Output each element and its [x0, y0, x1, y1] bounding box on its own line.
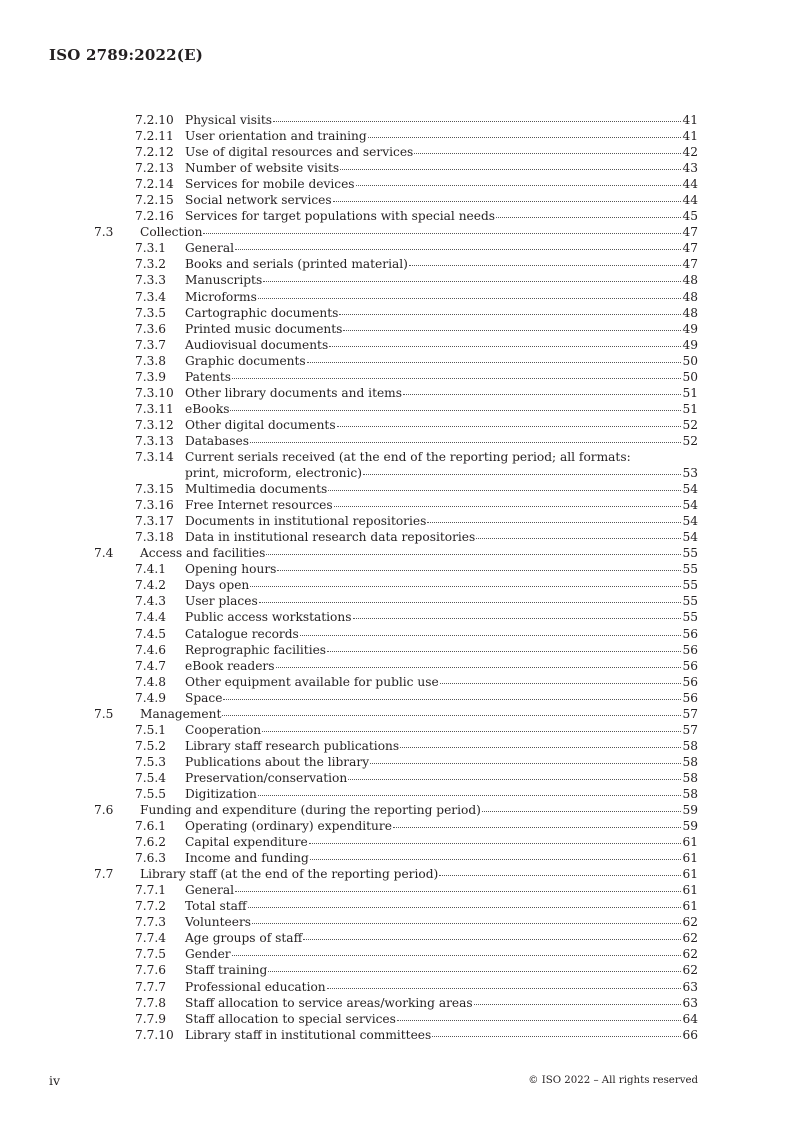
dot-leader [310, 859, 682, 860]
dot-leader [353, 618, 682, 619]
toc-entry[interactable] [0, 626, 793, 642]
toc-entry[interactable] [0, 609, 793, 625]
dot-leader [327, 651, 681, 652]
dot-leader [409, 265, 682, 266]
toc-entry[interactable] [0, 593, 793, 609]
toc-entry-number: 7.2.11 [135, 129, 174, 144]
toc-entry-number: 7.5 [94, 706, 114, 721]
toc-entry[interactable] [0, 995, 793, 1011]
toc-entry-title: Publications about the library [185, 754, 370, 769]
toc-entry-title: Other library documents and items [185, 385, 402, 400]
toc-entry-title: Books and serials (printed material) [185, 257, 408, 272]
toc-entry-page: 44 [682, 193, 698, 208]
toc-entry[interactable] [0, 738, 793, 754]
dot-leader [250, 442, 681, 443]
toc-entry-page: 44 [682, 177, 698, 192]
dot-leader [333, 201, 682, 202]
toc-entry-title: Operating (ordinary) expenditure [185, 819, 392, 834]
toc-entry-page: 64 [682, 1011, 698, 1026]
dot-leader [393, 827, 682, 828]
toc-entry-number: 7.4.2 [135, 578, 167, 593]
dot-leader [334, 506, 682, 507]
toc-entry-number: 7.7.9 [135, 1011, 167, 1026]
toc-entry-page: 55 [682, 594, 698, 609]
toc-entry-page: 57 [682, 706, 698, 721]
toc-entry-title: Patents [185, 369, 232, 384]
toc-entry[interactable] [0, 433, 793, 449]
toc-entry-number: 7.7.7 [135, 979, 167, 994]
toc-entry-page: 55 [682, 578, 698, 593]
toc-entry[interactable] [0, 112, 793, 128]
dot-leader [232, 955, 682, 956]
toc-entry-title: Staff allocation to special services [185, 1011, 396, 1026]
toc-entry[interactable] [0, 802, 793, 818]
dot-leader [277, 570, 681, 571]
toc-entry-number: 7.3.9 [135, 369, 167, 384]
toc-entry-title: Cartographic documents [185, 305, 339, 320]
dot-leader [339, 314, 681, 315]
dot-leader [268, 971, 681, 972]
dot-leader [439, 875, 681, 876]
toc-entry-number: 7.7.4 [135, 931, 167, 946]
toc-entry-number: 7.4.8 [135, 674, 167, 689]
toc-entry-number: 7.3.16 [135, 498, 174, 513]
toc-entry[interactable] [0, 192, 793, 208]
toc-entry[interactable] [0, 337, 793, 353]
toc-entry-number: 7.5.1 [135, 722, 167, 737]
toc-entry-number: 7.3.5 [135, 305, 167, 320]
toc-entry-page: 42 [682, 145, 698, 160]
toc-entry[interactable] [0, 850, 793, 866]
dot-leader [343, 330, 681, 331]
toc-entry-page: 48 [682, 305, 698, 320]
toc-entry-title: Funding and expenditure (during the reporting period) [140, 803, 481, 818]
dot-leader [327, 988, 682, 989]
dot-leader [363, 474, 682, 475]
toc-entry-title: Library staff research publications [185, 738, 400, 753]
toc-entry-number: 7.4 [94, 546, 114, 561]
toc-entry-number: 7.2.10 [135, 113, 174, 127]
dot-leader [440, 683, 682, 684]
toc-entry-title: Other equipment available for public use [185, 674, 439, 689]
dot-leader [250, 586, 681, 587]
dot-leader [258, 795, 682, 796]
toc-entry-number: 7.3.10 [135, 385, 174, 400]
toc-entry[interactable] [0, 786, 793, 802]
toc-entry-number: 7.7.8 [135, 995, 167, 1010]
toc-entry[interactable] [0, 706, 793, 722]
toc-entry-number: 7.4.9 [135, 690, 167, 705]
toc-entry-number: 7.2.14 [135, 177, 174, 192]
toc-entry-number: 7.3.6 [135, 321, 167, 336]
toc-entry-title: Multimedia documents [185, 482, 328, 497]
toc-entry-title: Income and funding [185, 851, 309, 866]
toc-entry-number: 7.7.2 [135, 899, 167, 914]
toc-entry-page: 41 [682, 113, 698, 127]
toc-entry-page: 58 [682, 770, 698, 785]
dot-leader [474, 1004, 682, 1005]
toc-entry-number: 7.7.1 [135, 883, 167, 898]
toc-entry[interactable] [0, 272, 793, 288]
toc-entry-title: Services for target populations with special needs [185, 209, 496, 224]
toc-entry[interactable] [0, 962, 793, 978]
dot-leader [235, 249, 681, 250]
toc-entry-page: 47 [682, 225, 698, 240]
toc-entry-title: General [185, 883, 234, 898]
dot-leader [262, 731, 681, 732]
toc-entry-number: 7.7 [94, 867, 114, 882]
toc-entry-title-continuation: print, microform, electronic) [185, 466, 362, 481]
dot-leader [259, 602, 682, 603]
toc-entry-page: 61 [682, 883, 698, 898]
toc-entry-title: Volunteers [185, 915, 252, 930]
toc-entry-title: Age groups of staff [185, 931, 303, 946]
dot-leader [252, 923, 681, 924]
toc-entry-title: Days open [185, 578, 250, 593]
toc-entry-page: 50 [682, 369, 698, 384]
toc-entry-title: Printed music documents [185, 321, 343, 336]
toc-entry-number: 7.3.14 [135, 449, 174, 464]
toc-entry-number: 7.3.17 [135, 514, 174, 529]
toc-entry-page: 56 [682, 658, 698, 673]
dot-leader [329, 346, 681, 347]
toc-entry-page: 62 [682, 931, 698, 946]
dot-leader [397, 1020, 682, 1021]
dot-leader [348, 779, 681, 780]
toc-entry[interactable] [0, 224, 793, 240]
toc-entry[interactable] [0, 818, 793, 834]
toc-entry[interactable] [0, 674, 793, 690]
dot-leader [414, 153, 681, 154]
toc-entry-number: 7.5.3 [135, 754, 167, 769]
dot-leader [337, 426, 682, 427]
dot-leader [400, 747, 681, 748]
toc-entry-page: 61 [682, 899, 698, 914]
toc-entry-page: 55 [682, 546, 698, 561]
toc-entry[interactable] [0, 545, 793, 561]
toc-entry-page: 49 [682, 337, 698, 352]
toc-entry-title: Total staff [185, 899, 247, 914]
toc-entry[interactable] [0, 770, 793, 786]
toc-entry[interactable] [0, 690, 793, 706]
dot-leader [476, 538, 681, 539]
toc-entry-number: 7.2.15 [135, 193, 174, 208]
table-of-contents [0, 112, 793, 1043]
dot-leader [356, 185, 682, 186]
dot-leader [300, 635, 682, 636]
toc-entry-page: 61 [682, 867, 698, 882]
toc-entry-number: 7.3.15 [135, 482, 174, 497]
toc-entry-page: 61 [682, 851, 698, 866]
toc-entry-number: 7.6.1 [135, 819, 167, 834]
toc-entry-page: 62 [682, 915, 698, 930]
toc-entry[interactable] [0, 866, 793, 882]
dot-leader [222, 715, 681, 716]
footer-copyright: © ISO 2022 – All rights reserved [528, 1075, 698, 1086]
toc-entry-page: 58 [682, 738, 698, 753]
toc-entry[interactable] [0, 417, 793, 433]
toc-entry[interactable] [0, 914, 793, 930]
toc-entry-title: Library staff (at the end of the reporting period) [140, 867, 439, 882]
toc-entry-title: Collection [140, 225, 203, 240]
toc-entry-page: 47 [682, 257, 698, 272]
toc-entry-number: 7.2.12 [135, 145, 174, 160]
toc-entry-number: 7.5.4 [135, 770, 167, 785]
dot-leader [235, 891, 681, 892]
toc-entry-number: 7.4.1 [135, 562, 167, 577]
toc-entry-number: 7.3.8 [135, 353, 167, 368]
toc-entry-number: 7.7.6 [135, 963, 167, 978]
dot-leader [273, 121, 681, 122]
toc-entry[interactable] [0, 160, 793, 176]
dot-leader [496, 217, 681, 218]
toc-entry-number: 7.5.5 [135, 786, 167, 801]
toc-entry-page: 58 [682, 786, 698, 801]
toc-entry-title: Professional education [185, 979, 326, 994]
toc-entry-number: 7.6 [94, 803, 114, 818]
toc-entry[interactable] [0, 882, 793, 898]
toc-entry-number: 7.4.3 [135, 594, 167, 609]
dot-leader [203, 233, 681, 234]
toc-entry-title: Audiovisual documents [185, 337, 329, 352]
toc-entry[interactable] [0, 930, 793, 946]
toc-entry-title: eBooks [185, 401, 230, 416]
toc-entry-page: 41 [682, 129, 698, 144]
toc-entry-title: User places [185, 594, 258, 609]
toc-entry[interactable] [0, 979, 793, 995]
toc-entry-number: 7.6.2 [135, 835, 167, 850]
toc-entry-number: 7.3.4 [135, 289, 167, 304]
toc-entry-page: 63 [682, 979, 698, 994]
toc-entry[interactable] [0, 658, 793, 674]
toc-entry[interactable] [0, 946, 793, 962]
toc-entry-page: 58 [682, 754, 698, 769]
toc-entry-title: Number of website visits [185, 161, 340, 176]
dot-leader [307, 362, 682, 363]
toc-entry-title: Gender [185, 947, 231, 962]
toc-entry[interactable] [0, 144, 793, 160]
dot-leader [403, 394, 681, 395]
toc-entry[interactable] [0, 642, 793, 658]
dot-leader [309, 843, 682, 844]
toc-entry[interactable] [0, 497, 793, 513]
toc-entry-title: Other digital documents [185, 417, 336, 432]
toc-entry-page: 66 [682, 1027, 698, 1042]
toc-entry[interactable] [0, 128, 793, 144]
dot-leader [482, 811, 682, 812]
toc-entry-title: Manuscripts [185, 273, 263, 288]
toc-entry[interactable] [0, 385, 793, 401]
dot-leader [303, 939, 681, 940]
toc-entry-title: Library staff in institutional committees [185, 1027, 432, 1042]
dot-leader [370, 763, 681, 764]
dot-leader [230, 410, 681, 411]
toc-entry-number: 7.7.10 [135, 1027, 174, 1042]
toc-entry-page: 61 [682, 835, 698, 850]
toc-entry-title: Preservation/conservation [185, 770, 348, 785]
dot-leader [276, 667, 682, 668]
dot-leader [340, 169, 681, 170]
toc-entry-page: 54 [682, 482, 698, 497]
dot-leader [258, 298, 682, 299]
toc-entry-page: 62 [682, 947, 698, 962]
dot-leader [263, 281, 681, 282]
toc-entry-page: 43 [682, 161, 698, 176]
toc-entry-title: Use of digital resources and services [185, 145, 414, 160]
toc-entry[interactable] [0, 898, 793, 914]
toc-entry-title: Data in institutional research data repositories [185, 530, 476, 545]
toc-entry-page: 56 [682, 626, 698, 641]
dot-leader [368, 137, 682, 138]
toc-entry-title: Management [140, 706, 222, 721]
toc-entry-title: Current serials received (at the end of the reporting period; all formats: [185, 449, 631, 464]
toc-entry-title: Free Internet resources [185, 498, 333, 513]
toc-entry-title: Staff allocation to service areas/working areas [185, 995, 473, 1010]
dot-leader [328, 490, 681, 491]
dot-leader [223, 699, 681, 700]
toc-entry-page: 54 [682, 498, 698, 513]
toc-entry-title: Cooperation [185, 722, 262, 737]
toc-entry-page: 47 [682, 241, 698, 256]
toc-entry-page: 56 [682, 642, 698, 657]
toc-entry-title: Public access workstations [185, 610, 352, 625]
toc-entry[interactable] [0, 754, 793, 770]
dot-leader [432, 1036, 681, 1037]
toc-entry-page: 51 [682, 401, 698, 416]
toc-entry-continuation[interactable] [0, 465, 793, 481]
toc-entry[interactable] [0, 353, 793, 369]
toc-entry[interactable] [0, 449, 793, 465]
dot-leader [266, 554, 681, 555]
toc-entry[interactable] [0, 561, 793, 577]
toc-entry-title: Staff training [185, 963, 268, 978]
toc-entry-title: Access and facilities [140, 546, 266, 561]
toc-entry-page: 55 [682, 562, 698, 577]
toc-entry[interactable] [0, 208, 793, 224]
toc-entry-title: Opening hours [185, 562, 277, 577]
toc-entry[interactable] [0, 240, 793, 256]
toc-entry[interactable] [0, 577, 793, 593]
toc-entry-number: 7.3.13 [135, 433, 174, 448]
toc-entry-page: 52 [682, 417, 698, 432]
toc-entry[interactable] [0, 176, 793, 192]
toc-entry-title: Reprographic facilities [185, 642, 327, 657]
toc-entry-page: 48 [682, 289, 698, 304]
toc-entry-title: Social network services [185, 193, 332, 208]
toc-entry-number: 7.6.3 [135, 851, 167, 866]
toc-entry-number: 7.7.3 [135, 915, 167, 930]
toc-entry-title: Physical visits [185, 113, 273, 127]
toc-entry-number: 7.3.3 [135, 273, 167, 288]
toc-entry-number: 7.5.2 [135, 738, 167, 753]
toc-entry-number: 7.3.18 [135, 530, 174, 545]
toc-entry-title: General [185, 241, 234, 256]
toc-entry-title: eBook readers [185, 658, 275, 673]
toc-entry-page: 59 [682, 819, 698, 834]
toc-entry-page: 53 [682, 466, 698, 481]
toc-entry[interactable] [0, 1027, 793, 1043]
toc-entry-page: 48 [682, 273, 698, 288]
toc-entry-title: Catalogue records [185, 626, 299, 641]
toc-entry-page: 55 [682, 610, 698, 625]
toc-entry-number: 7.2.13 [135, 161, 174, 176]
toc-entry[interactable] [0, 321, 793, 337]
toc-entry-title: Services for mobile devices [185, 177, 355, 192]
toc-entry[interactable] [0, 1011, 793, 1027]
toc-entry-page: 52 [682, 433, 698, 448]
toc-entry[interactable] [0, 369, 793, 385]
toc-entry-number: 7.3.1 [135, 241, 167, 256]
toc-entry-number: 7.3.2 [135, 257, 167, 272]
toc-entry-page: 51 [682, 385, 698, 400]
toc-entry-number: 7.3.12 [135, 417, 174, 432]
toc-entry[interactable] [0, 834, 793, 850]
toc-entry[interactable] [0, 305, 793, 321]
document-id-header: ISO 2789:2022(E) [49, 46, 203, 64]
toc-entry[interactable] [0, 256, 793, 272]
dot-leader [248, 907, 682, 908]
toc-entry-page: 54 [682, 514, 698, 529]
toc-entry-number: 7.4.6 [135, 642, 167, 657]
toc-entry-number: 7.3.11 [135, 401, 174, 416]
toc-entry[interactable] [0, 513, 793, 529]
toc-entry-number: 7.4.5 [135, 626, 167, 641]
toc-entry-number: 7.2.16 [135, 209, 174, 224]
toc-entry-number: 7.7.5 [135, 947, 167, 962]
toc-entry-page: 56 [682, 690, 698, 705]
toc-entry-title: Documents in institutional repositories [185, 514, 427, 529]
toc-entry-page: 56 [682, 674, 698, 689]
toc-entry-number: 7.4.7 [135, 658, 167, 673]
toc-entry-page: 63 [682, 995, 698, 1010]
toc-entry[interactable] [0, 722, 793, 738]
toc-entry[interactable] [0, 401, 793, 417]
toc-entry[interactable] [0, 289, 793, 305]
toc-entry-number: 7.4.4 [135, 610, 167, 625]
toc-entry-page: 49 [682, 321, 698, 336]
toc-entry-title: Space [185, 690, 223, 705]
dot-leader [427, 522, 681, 523]
toc-entry-title: Graphic documents [185, 353, 306, 368]
footer-page-number: iv [49, 1073, 61, 1088]
toc-entry-page: 59 [682, 803, 698, 818]
toc-entry-page: 54 [682, 530, 698, 545]
toc-entry-title: User orientation and training [185, 129, 367, 144]
toc-entry-title: Digitization [185, 786, 257, 801]
dot-leader [232, 378, 681, 379]
toc-entry-title: Databases [185, 433, 249, 448]
toc-entry[interactable] [0, 481, 793, 497]
toc-entry-number: 7.3.7 [135, 337, 167, 352]
toc-entry-title: Capital expenditure [185, 835, 308, 850]
toc-entry-page: 62 [682, 963, 698, 978]
toc-entry-number: 7.3 [94, 225, 114, 240]
toc-entry-title: Microforms [185, 289, 257, 304]
toc-entry[interactable] [0, 529, 793, 545]
toc-entry-page: 57 [682, 722, 698, 737]
toc-entry-page: 45 [682, 209, 698, 224]
toc-entry-page: 50 [682, 353, 698, 368]
